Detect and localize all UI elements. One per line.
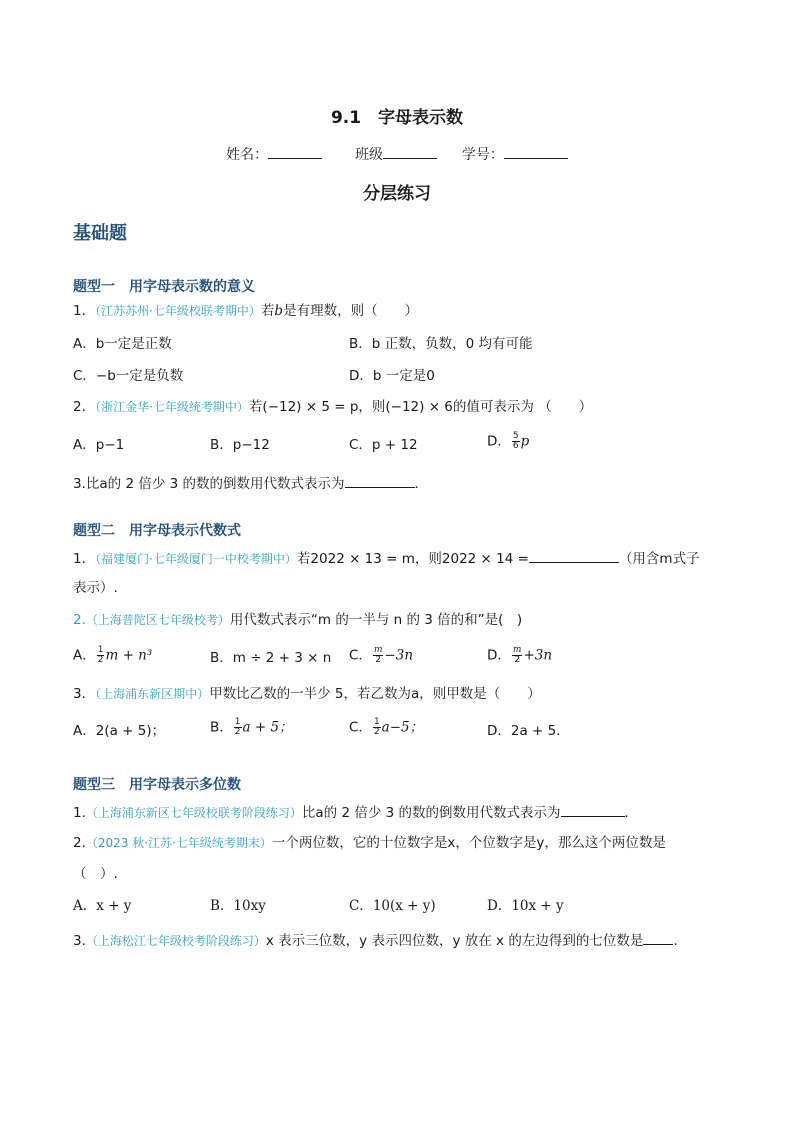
stem-text: 比a的 2 倍少 3 的数的倒数用代数式表示为	[301, 805, 561, 821]
option-b[interactable]: B．m ÷ 2 + 3 × n	[210, 650, 332, 666]
question-stem	[73, 802, 638, 822]
expression: a−5；	[381, 719, 424, 736]
stem-text: 若(−12) × 5 = p，则(−12) × 6的值可表示为 （ ）	[248, 399, 593, 415]
denominator: 6	[512, 441, 519, 451]
option-a[interactable]: A．p−1	[73, 437, 125, 453]
stem-variable: b	[274, 303, 284, 319]
stem-end: .	[673, 933, 678, 949]
question-number: 2.	[73, 612, 86, 628]
option-a[interactable]	[73, 646, 152, 665]
question-source: （上海浦东新区七年级校联考阶段练习）	[85, 806, 302, 820]
fraction	[512, 432, 520, 451]
variable: p	[520, 433, 530, 450]
answer-blank[interactable]	[529, 548, 619, 563]
option-c[interactable]: C．−b一定是负数	[73, 368, 184, 384]
topic-heading: 题型三 用字母表示多位数	[73, 777, 241, 793]
denominator: 2	[234, 727, 241, 737]
stem-text: 若	[260, 303, 275, 319]
option-label: D．	[487, 433, 511, 450]
question-stem	[73, 930, 678, 950]
fraction	[234, 718, 242, 737]
expression: −3n	[384, 647, 414, 664]
numerator: m	[373, 645, 383, 655]
stem-text: x 表示三位数，y 表示四位数，y 放在 x 的左边得到的七位数是	[265, 933, 644, 949]
option-c[interactable]	[349, 718, 423, 737]
answer-blank[interactable]	[643, 930, 673, 945]
class-label: 班级	[355, 147, 383, 163]
option-b[interactable]	[210, 718, 293, 737]
question-stem	[73, 548, 700, 568]
option-label: C．	[349, 647, 372, 664]
option-d[interactable]	[487, 432, 529, 451]
option-a[interactable]: A．2(a + 5)；	[73, 723, 166, 739]
page-subtitle: 分层练习	[363, 184, 431, 204]
option-c[interactable]: C．10(x + y)	[349, 898, 436, 914]
numerator: 1	[234, 717, 241, 727]
question-number: 3.	[73, 933, 86, 949]
expression: +3n	[523, 647, 553, 664]
numerator: 1	[97, 645, 104, 655]
option-b[interactable]: B．p−12	[210, 437, 270, 453]
stem-continuation: （ ）.	[73, 866, 118, 882]
option-label: D．	[487, 647, 511, 664]
numerator: 1	[373, 717, 380, 727]
question-stem	[73, 398, 592, 416]
page-title: 9.1 字母表示数	[330, 108, 464, 128]
option-label: C．	[349, 719, 372, 736]
option-c[interactable]: C．p + 12	[349, 437, 418, 453]
stem-end: ．	[414, 476, 429, 492]
stem-text: 用代数式表示“m 的一半与 n 的 3 倍的和”是( )	[229, 612, 523, 628]
option-d[interactable]: D．10x + y	[487, 898, 564, 914]
answer-blank[interactable]	[561, 802, 625, 817]
id-blank[interactable]	[504, 144, 568, 159]
fraction	[373, 646, 384, 665]
question-source: （上海浦东新区期中）	[95, 687, 210, 701]
question-stem	[73, 834, 666, 852]
fraction	[373, 718, 381, 737]
option-b[interactable]: B．10xy	[210, 898, 266, 914]
question-stem	[73, 473, 428, 493]
question-number: 3．	[73, 686, 96, 702]
numerator: m	[512, 645, 522, 655]
name-label: 姓名：	[226, 147, 269, 163]
question-stem	[73, 302, 418, 320]
id-label: 学号：	[461, 147, 504, 163]
question-stem	[73, 611, 522, 629]
option-c[interactable]	[349, 646, 413, 665]
question-source: （福建厦门·七年级厦门一中校考期中）	[95, 552, 297, 566]
stem-text: 甲数比乙数的一半少 5，若乙数为a，则甲数是（ ）	[209, 686, 541, 702]
option-d[interactable]: D．2a + 5．	[487, 723, 570, 739]
question-number: 2.	[73, 835, 86, 851]
question-source: （上海松江七年级校考阶段练习）	[85, 934, 266, 948]
denominator: 2	[97, 655, 104, 665]
stem-end: ．	[624, 805, 639, 821]
name-blank[interactable]	[268, 144, 322, 159]
question-number: 3.	[73, 476, 86, 492]
option-d[interactable]	[487, 646, 552, 665]
denominator: 2	[373, 727, 380, 737]
stem-text: 比a的 2 倍少 3 的数的倒数用代数式表示为	[85, 476, 345, 492]
option-a[interactable]: A．x + y	[73, 898, 132, 914]
stem-text: 一个两位数，它的十位数字是x，个位数字是y，那么这个两位数是	[271, 835, 666, 851]
denominator: 2	[514, 655, 521, 665]
question-source: （上海普陀区七年级校考）	[85, 613, 230, 627]
expression: m + n³	[105, 647, 153, 664]
stem-text: （用含m式子	[618, 551, 700, 567]
stem-text: 若2022 × 13 = m，则2022 × 14 =	[296, 551, 529, 567]
question-number: 2．	[73, 399, 96, 415]
question-number: 1．	[73, 551, 96, 567]
answer-blank[interactable]	[345, 473, 415, 488]
question-number: 1.	[73, 805, 86, 821]
denominator: 2	[375, 655, 382, 665]
class-blank[interactable]	[383, 144, 437, 159]
question-stem	[73, 685, 541, 703]
option-label: A．	[73, 647, 96, 664]
fraction	[97, 646, 105, 665]
fraction	[512, 646, 523, 665]
topic-heading: 题型二 用字母表示代数式	[73, 523, 241, 539]
question-source: （江苏苏州·七年级校联考期中）	[95, 304, 261, 318]
stem-continuation: 表示）.	[73, 580, 118, 596]
question-source: （2023 秋·江苏·七年级统考期末）	[85, 836, 272, 850]
student-info-line	[0, 144, 794, 164]
section-heading: 基础题	[73, 223, 127, 244]
topic-heading: 题型一 用字母表示数的意义	[73, 279, 255, 295]
stem-text: 是有理数，则（ ）	[283, 303, 419, 319]
option-label: B．	[210, 719, 233, 736]
numerator: 5	[512, 431, 519, 441]
option-a[interactable]: A．b一定是正数	[73, 336, 172, 352]
question-number: 1．	[73, 303, 96, 319]
question-source: （浙江金华·七年级统考期中）	[95, 400, 249, 414]
expression: a + 5；	[242, 719, 293, 736]
option-d[interactable]: D．b 一定是0	[349, 368, 435, 384]
option-b[interactable]: B．b 正数，负数，0 均有可能	[349, 336, 533, 352]
